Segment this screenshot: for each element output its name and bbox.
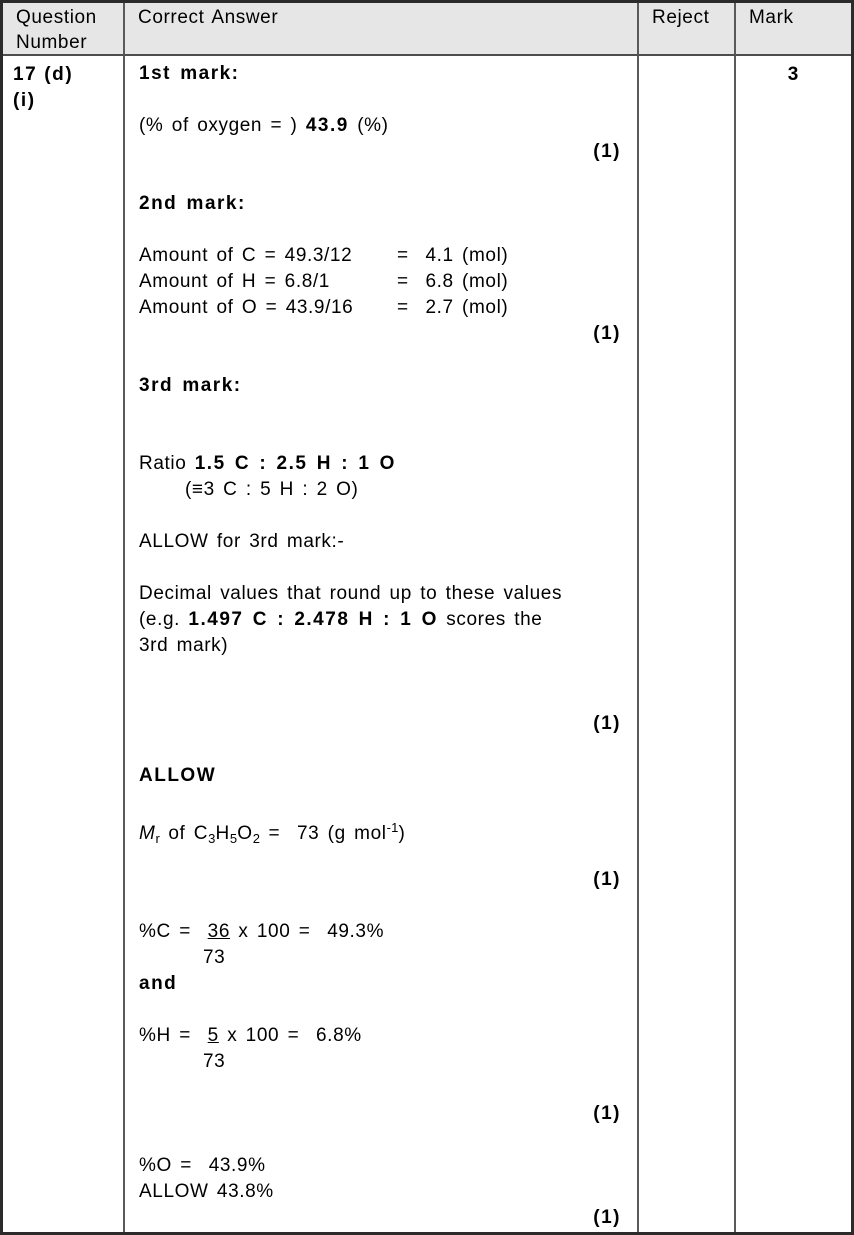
text-segment: (1) xyxy=(593,1207,621,1228)
text-segment: scores the xyxy=(437,609,543,630)
answer-line xyxy=(139,815,637,846)
text-segment: 73 xyxy=(203,1051,226,1072)
header-correct-answer xyxy=(125,3,639,56)
answer-line xyxy=(139,1153,637,1179)
text-segment: -1 xyxy=(386,820,399,835)
reject-cell xyxy=(639,56,736,1232)
answer-line xyxy=(139,451,637,477)
answer-line xyxy=(139,1179,637,1205)
text-segment: (%) xyxy=(348,115,389,136)
text-segment: ALLOW xyxy=(139,765,217,786)
question-number-cell xyxy=(3,56,125,1232)
header-question-number-label: Question Number xyxy=(16,7,97,53)
text-segment: 73 xyxy=(203,947,226,968)
answer-line xyxy=(139,1127,637,1153)
text-segment: (1) xyxy=(593,869,621,890)
text-segment: ) xyxy=(398,823,406,844)
answer-cell xyxy=(125,56,639,1232)
text-segment: (1) xyxy=(593,141,621,162)
text-segment: 1.5 C : 2.5 H : 1 O xyxy=(194,453,396,474)
answer-line xyxy=(139,295,637,321)
text-segment: and xyxy=(139,973,178,994)
text-segment: 5 xyxy=(207,1025,219,1046)
text-segment: H xyxy=(215,823,230,844)
answer-line xyxy=(139,607,637,633)
text-segment: (% of oxygen = ) xyxy=(139,115,306,136)
answer-line xyxy=(139,1205,637,1231)
answer-line xyxy=(139,685,637,711)
answer-line xyxy=(139,867,637,893)
answer-line xyxy=(139,425,637,451)
text-segment: = 4.1 (mol) xyxy=(397,245,509,266)
text-segment: 5 xyxy=(229,831,238,846)
header-question-number xyxy=(3,3,125,56)
answer-line xyxy=(139,555,637,581)
text-segment: Ratio xyxy=(139,453,195,474)
header-reject-label: Reject xyxy=(652,7,710,28)
text-segment: of C xyxy=(159,823,209,844)
text-segment: (≡3 C : 5 H : 2 O) xyxy=(185,479,359,500)
header-mark xyxy=(736,3,851,56)
answer-line xyxy=(139,737,637,763)
answer-line xyxy=(139,997,637,1023)
text-segment: ALLOW for 3rd mark:- xyxy=(139,531,345,552)
answer-line xyxy=(139,789,637,815)
text-segment: 2 xyxy=(252,831,261,846)
text-segment: (1) xyxy=(593,323,621,344)
answer-line xyxy=(139,477,637,503)
answer-line xyxy=(139,321,637,347)
mark-cell xyxy=(736,56,851,1232)
text-segment: 36 xyxy=(207,921,230,942)
answer-line xyxy=(139,113,637,139)
header-reject xyxy=(639,3,736,56)
text-segment: 3 xyxy=(208,831,216,846)
answer-line xyxy=(139,61,637,87)
answer-line xyxy=(139,945,637,971)
answer-line xyxy=(139,347,637,373)
answer-line xyxy=(139,165,637,191)
answer-line xyxy=(139,1101,637,1127)
text-segment: r xyxy=(155,831,160,846)
text-segment: (1) xyxy=(593,713,621,734)
text-segment: Amount of C = 49.3/12 xyxy=(139,245,353,266)
text-segment: Amount of H = 6.8/1 xyxy=(139,271,330,292)
text-segment: %C = xyxy=(139,921,208,942)
text-segment: (e.g. xyxy=(139,609,189,630)
header-correct-answer-label: Correct Answer xyxy=(138,7,279,28)
text-segment: Decimal values that round up to these values xyxy=(139,583,563,604)
text-segment: = 73 (g mol xyxy=(260,823,387,844)
answer-line xyxy=(139,971,637,997)
answer-line xyxy=(139,217,637,243)
text-segment: O xyxy=(237,823,253,844)
question-number-line2: (i) xyxy=(13,90,36,111)
question-number-line1: 17 (d) xyxy=(13,64,74,85)
answer-line xyxy=(139,633,637,659)
text-segment: x 100 = 49.3% xyxy=(230,921,385,942)
text-segment: 3rd mark: xyxy=(139,375,242,396)
answer-line xyxy=(139,191,637,217)
header-mark-label: Mark xyxy=(749,7,794,28)
answer-line xyxy=(139,139,637,165)
answer-line xyxy=(139,1023,637,1049)
answer-line xyxy=(139,1049,637,1075)
answer-line xyxy=(139,919,637,945)
answer-line xyxy=(139,503,637,529)
text-segment: %H = xyxy=(139,1025,208,1046)
text-segment: = 6.8 (mol) xyxy=(397,271,509,292)
text-segment: Amount of O = 43.9/16 xyxy=(139,297,354,318)
answer-line xyxy=(139,399,637,425)
text-segment: = 2.7 (mol) xyxy=(397,297,509,318)
answer-line xyxy=(139,373,637,399)
answer-line xyxy=(139,581,637,607)
text-segment: x 100 = 6.8% xyxy=(218,1025,362,1046)
answer-line xyxy=(139,269,637,295)
answer-line xyxy=(139,243,637,269)
text-segment: 43.9 xyxy=(305,115,349,136)
text-segment: 1st mark: xyxy=(139,63,240,84)
text-segment: (1) xyxy=(593,1103,621,1124)
answer-line xyxy=(139,659,637,685)
answer-line xyxy=(139,763,637,789)
text-segment: 2nd mark: xyxy=(139,193,246,214)
text-segment: ALLOW 43.8% xyxy=(139,1181,274,1202)
answer-line xyxy=(139,87,637,113)
text-segment: %O = 43.9% xyxy=(139,1155,266,1176)
answer-line xyxy=(139,1075,637,1101)
answer-line xyxy=(139,893,637,919)
answer-line xyxy=(139,711,637,737)
answer-line xyxy=(139,529,637,555)
text-segment: 1.497 C : 2.478 H : 1 O xyxy=(188,609,438,630)
mark-value: 3 xyxy=(787,64,800,85)
text-segment: 3rd mark) xyxy=(139,635,229,656)
text-segment: M xyxy=(139,823,156,844)
